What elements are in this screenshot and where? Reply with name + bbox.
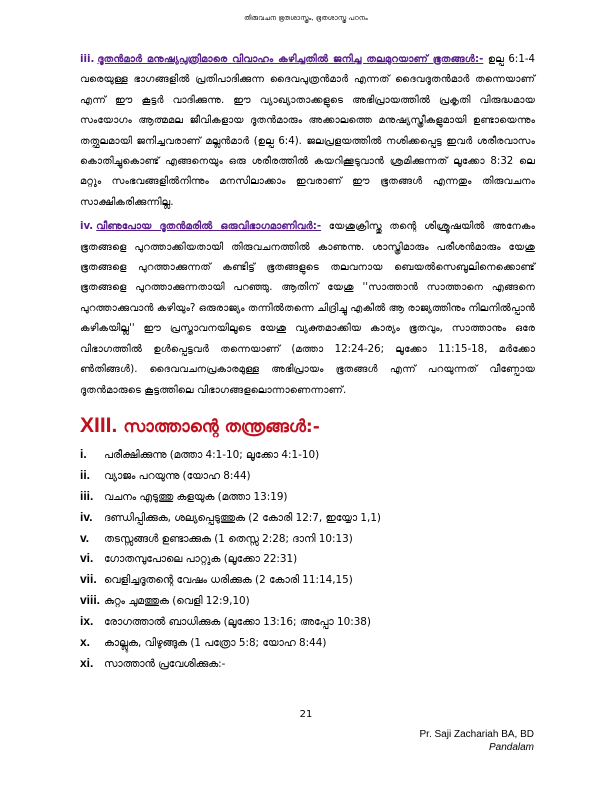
list-text: രോഗത്താൽ ബാധിക്കുക (ലൂക്കോ 13:16; അപ്പോ 10:38) [104, 616, 371, 629]
list-text: സാത്താൻ പ്രവേശിക്കുക:- [104, 657, 226, 670]
author-name: Pr. Saji Zachariah BA, BD [419, 729, 534, 740]
list-text: പരീക്ഷിക്കുന്നു (മത്താ 4:1-10; ലൂക്കോ 4:1-10) [104, 448, 320, 461]
list-item [80, 549, 535, 570]
list-number: viii. [80, 593, 101, 608]
footer-author-block [420, 728, 535, 754]
section-title: സാത്താന്റെ തന്ത്രങ്ങൾ:- [123, 416, 320, 437]
list-number: x. [80, 635, 91, 650]
paragraph-iv [80, 217, 535, 401]
running-header: തിരുവചന ഭൂതശാസ്ത്രം, ഭൂതശാസ്ത്ര പഠനം [244, 14, 368, 22]
list-number: vii. [80, 572, 97, 587]
list-item [80, 633, 535, 654]
list-text: ഗോതമ്പുപോലെ പാറ്റുക (ലൂക്കോ 22:31) [104, 553, 298, 566]
section-heading [80, 413, 535, 439]
list-item [80, 570, 535, 591]
list-item [80, 612, 535, 633]
list-text: തടസ്സങ്ങൾ ഉണ്ടാക്കുക (1 തെസ്സ 2:28; ദാനി 10:13) [104, 532, 353, 545]
paragraph-body: യേശുക്രിസ്തു തന്റെ ശിശ്രൂഷയിൽ അനേകം ഭൂതങ്ങളെ പുറത്താക്കിയതായി തിരുവചനത്തിൽ കാണുന്നു. ശാസ്ത്രിമാരും പരീശൻമാരും യേശു ഭൂതങ്ങളെ പുറത്താക്കുന്നത് കണ്ടിട്ട് ഭൂതങ്ങളുടെ തലവനായ ബെയൽസെബൂലിനെക്കൊണ്ട് ഭൂതങ്ങളെ പുറത്താക്കുന്നതായി പറഞ്ഞു. ആതിന് യേശു ''സാത്താൻ സാത്താനെ എങ്ങനെ പുറത്താക്കുവാൻ കഴിയും? ഒരുരാജ്യം തന്നിൽതന്നെ ചിദ്രിച്ചു എകിൽ ആ രാജ്യത്തിനും നിലനിൽപ്പാൻ കഴികയില്ല'' ഈ പ്രസ്താവനയിലൂടെ യേശു വ്യക്തമാക്കിയ കാര്യം ഭൂതവും, സാത്താനും ഒരേ വിഭാഗത്തിൽ ഉൾപ്പെട്ടവർ തന്നെയാണ് (മത്താ 12:24-26; ലൂക്കോ 11:15-18, മർക്കോ ൺതിങ്ങൾ). ദൈവവചനപ്രകാരമുള്ള അഭിപ്രായം ഭൂതങ്ങൾ എന്ന് പറയുന്നത് വീണ്പോയ ദൂതൻമാരുടെ കൂട്ടത്തിലെ വിഭാഗങ്ങളലൊന്നാണെന്നാണ്. [80, 221, 535, 396]
list-text: വ്യാജം പറയുന്നു (യോഹ 8:44) [104, 469, 251, 482]
list-text: കാല്ലുക, വിഴുങ്ങുക (1 പത്രോ 5:8; യോഹ 8:44) [104, 637, 327, 650]
paragraph-iii [80, 50, 535, 213]
list-item [80, 487, 535, 508]
list-number: xi. [80, 655, 94, 670]
list-item [80, 591, 535, 612]
list-text: ദണ്ഡിപ്പിക്കുക, ശല്യപ്പെടുത്തുക (2 കോരി 12:7, ഇയ്യോ 1,1) [104, 511, 381, 524]
list-number: ix. [80, 614, 94, 629]
paragraph-number: iii. [80, 54, 95, 65]
list-item [80, 466, 535, 487]
page-number: 21 [299, 709, 313, 720]
paragraph-heading: ദൂതൻമാർ മനുഷ്യപുത്രിമാരെ വിവാഹം കഴിച്ചതിൽ ജനിച്ച തലമുറയാണ് ഭൂതങ്ങൾ:- [97, 54, 484, 65]
list-item [80, 529, 535, 550]
list-item [80, 654, 535, 675]
page-content [80, 50, 535, 675]
list-text: വെളിച്ചദൂതന്റെ വേഷം ധരിക്കുക (2 കോരി 11:14,15) [104, 574, 353, 587]
list-number: iii. [80, 488, 94, 503]
list-number: iv. [80, 509, 93, 524]
paragraph-heading: വീണുപോയ ദൂതൻമരിൽ ഒരുവിഭാഗമാണിവർ:- [96, 221, 322, 233]
list-text: വചനം എടുത്തു കളയുക (മത്താ 13:19) [104, 490, 288, 503]
section-number: XIII. [80, 413, 118, 437]
author-place: Pandalam [488, 742, 534, 753]
tactics-list [80, 445, 535, 675]
paragraph-body: ഉല്പ 6:1-4 വരെയുള്ള ഭാഗങ്ങളിൽ പ്രതിപാദിക്കുന്ന ദൈവപുത്രൻമാർ എന്നത് ദൈവദൂതൻമാർ തന്നെയാണ് എന്ന് ഈ കൂട്ടർ വാദിക്കുന്നു. ഈ വ്യാഖ്യാതാക്കളുടെ അഭിപ്രായത്തിൽ പ്രകൃതി വിരുദ്ധമായ സംയോഗം ആത്മമല ജീവികളായ ദൂതൻമാരും അക്കാലത്തെ മനുഷ്യസ്ത്രീകളുമായി ഉണ്ടായെന്നും തത്ഫലമായി ജനിച്ചവരാണ് മല്ലൻമാർ (ഉല്പ 6:4). ജലപ്രളയത്തിൽ നശിക്കപ്പെട്ട ഇവർ ശരീരവാസം കൊതിച്ചുകൊണ്ട് എങ്ങനെയും ഒരു ശരീരത്തിൽ കയറിക്കൂടുവാൻ ശ്രമിക്കുന്നത് ലൂക്കോ 8:32 ലെ മറ്റും സംഭവങ്ങളിൽനിന്നും മനസിലാക്കാം ഇവരാണ് ഈ ഭൂതങ്ങൾ എന്നതും തിരുവചനം സാക്ഷികരിക്കുന്നില്ല. [80, 54, 535, 208]
list-number: ii. [80, 467, 91, 482]
list-number: v. [80, 530, 90, 545]
list-item [80, 445, 535, 466]
list-item [80, 508, 535, 529]
list-number: i. [80, 446, 87, 461]
list-text: കുറ്റം ചുമത്തുക (വെളി 12:9,10) [104, 595, 250, 608]
list-number: vi. [80, 551, 94, 566]
paragraph-number: iv. [80, 221, 94, 233]
